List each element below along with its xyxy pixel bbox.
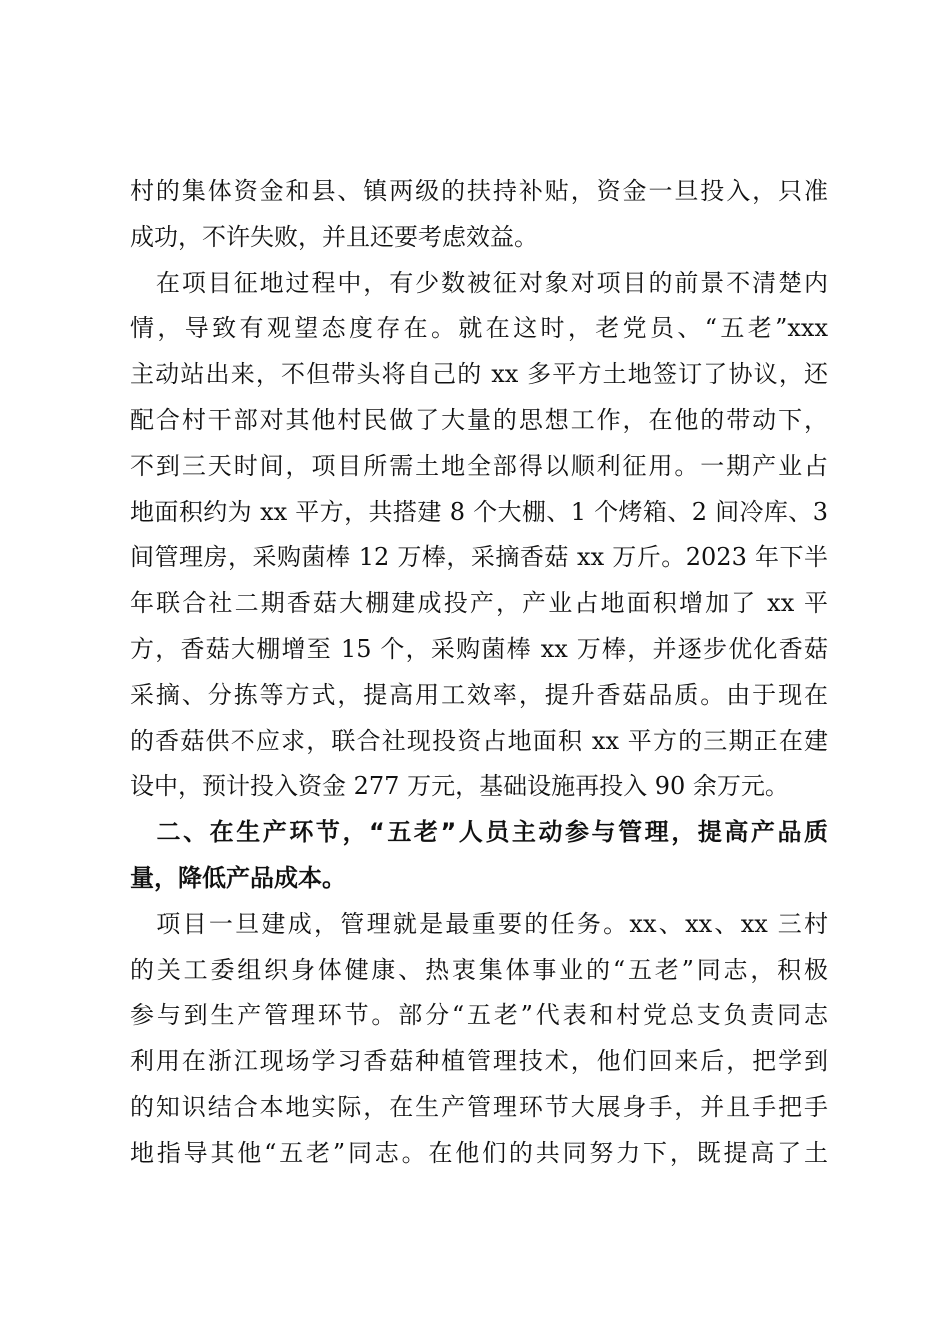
paragraph-line: 在项目征地过程中，有少数被征对象对项目的前景不清楚内 [130,269,828,297]
paragraph-line: 地指导其他“五老”同志。在他们的共同努力下，既提高了土 [130,1139,828,1167]
paragraph-line: 不到三天时间，项目所需土地全部得以顺利征用。一期产业占 [130,452,828,480]
paragraph-line: 的知识结合本地实际，在生产管理环节大展身手，并且手把手 [130,1093,828,1121]
paragraph-line: 年联合社二期香菇大棚建成投产，产业占地面积增加了 xx 平 [130,589,828,617]
paragraph-line: 项目一旦建成，管理就是最重要的任务。xx、xx、xx 三村 [130,910,828,938]
paragraph-line: 设中，预计投入资金 277 万元，基础设施再投入 90 余万元。 [130,772,789,800]
paragraph-line: 村的集体资金和县、镇两级的扶持补贴，资金一旦投入，只准 [130,177,828,205]
paragraph-line: 参与到生产管理环节。部分“五老”代表和村党总支负责同志 [130,1001,828,1029]
section-heading-line: 二、在生产环节，“五老”人员主动参与管理，提高产品质 [130,818,828,846]
paragraph-line: 利用在浙江现场学习香菇种植管理技术，他们回来后，把学到 [130,1047,828,1075]
paragraph-line: 情，导致有观望态度存在。就在这时，老党员、“五老”xxx [130,314,828,342]
paragraph-line: 采摘、分拣等方式，提高用工效率，提升香菇品质。由于现在 [130,681,828,709]
paragraph-line: 地面积约为 xx 平方，共搭建 8 个大棚、1 个烤箱、2 间冷库、3 [130,498,828,526]
paragraph-line: 的香菇供不应求，联合社现投资占地面积 xx 平方的三期正在建 [130,727,828,755]
paragraph-line: 方，香菇大棚增至 15 个，采购菌棒 xx 万棒，并逐步优化香菇 [130,635,828,663]
paragraph-line: 间管理房，采购菌棒 12 万棒，采摘香菇 xx 万斤。2023 年下半 [130,543,828,571]
paragraph-line: 配合村干部对其他村民做了大量的思想工作，在他的带动下， [130,406,828,434]
paragraph-line: 的关工委组织身体健康、热衷集体事业的“五老”同志，积极 [130,956,828,984]
paragraph-line: 成功，不许失败，并且还要考虑效益。 [130,223,538,251]
section-heading-line: 量，降低产品成本。 [130,864,346,892]
paragraph-line: 主动站出来，不但带头将自己的 xx 多平方土地签订了协议，还 [130,360,828,388]
